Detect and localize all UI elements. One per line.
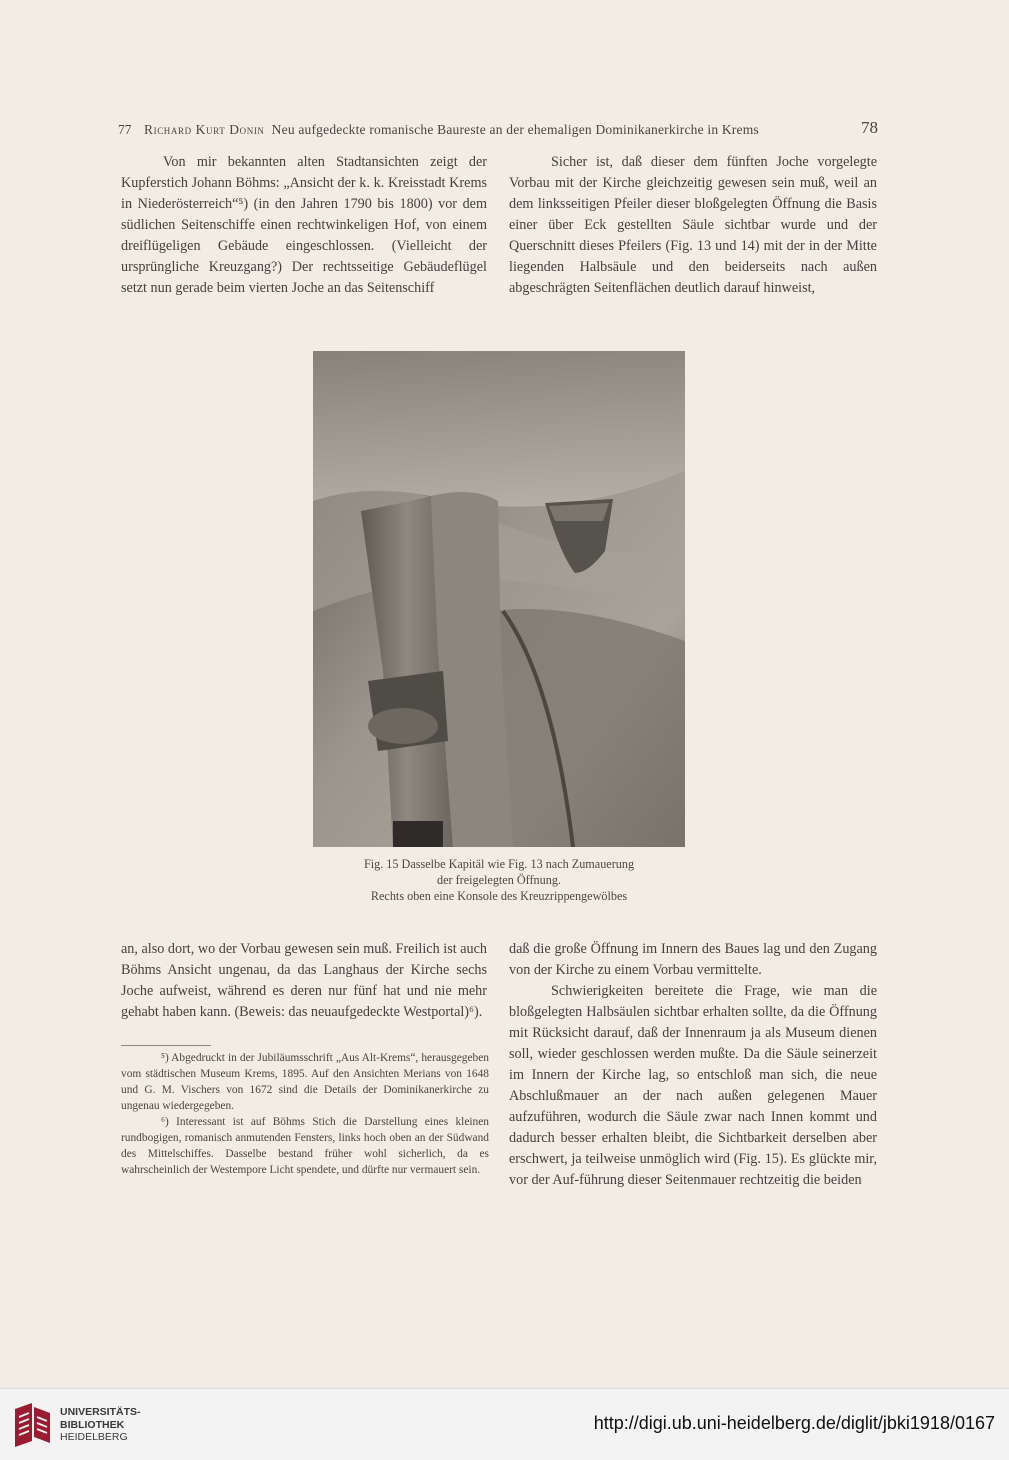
paragraph: an, also dort, wo der Vorbau gewesen sein muß. Freilich ist auch Böhms Ansicht ungenau, da das Langhaus der Kirche sechs Joche aufweist, während es deren nur fünf hat und nie mehr gehabt haben kann. (Beweis: das neuaufgedeckte Westportal)⁶).	[121, 941, 487, 1020]
footnote: ⁵) Abgedruckt in der Jubiläumsschrift „Aus Alt-Krems“, herausgegeben vom städtischen Museum Krems, 1895. Auf den Ansichten Merians von 1648 und G. M. Vischers von 1672 sind die Details der Dominikanerkirche zu ungenau wiedergegeben.	[121, 1052, 489, 1112]
caption-line: der freigelegten Öffnung.	[437, 873, 561, 887]
header-title-line	[144, 122, 759, 138]
caption-line: Fig. 15 Dasselbe Kapitäl wie Fig. 13 nach Zumauerung	[363, 857, 635, 871]
paragraph: Sicher ist, daß dieser dem fünften Joche vorgelegte Vorbau mit der Kirche gleichzeitig gewesen sein muß, weil an dem linksseitigen Pfeiler dieser bloßgelegten Öffnung die Basis einer über Eck gestellten Säule sichtbar wurde und der Querschnitt dieses Pfeilers (Fig. 13 und 14) mit der in der Mitte liegenden Halbsäule und den beiderseits nach außen abgeschrägten Seitenflächen deutlich darauf hinweist,	[509, 154, 877, 296]
permalink-url[interactable]: http://digi.ub.uni-heidelberg.de/diglit/jbki1918/0167	[593, 1413, 995, 1433]
figure-photograph	[313, 351, 685, 847]
paragraph: Von mir bekannten alten Stadtansichten zeigt der Kupferstich Johann Böhms: „Ansicht der k. k. Kreisstadt Krems in Niederösterreich“⁵) (in den Jahren 1790 bis 1800) vor dem südlichen Seitenschiffe einen rechtwinkeligen Hof, von einem dreiflügeligen Gebäude eingeschlossen. (Vielleicht der ursprüngliche Kreuzgang?) Der rechtsseitige Gebäudeflügel setzt nun gerade beim vierten Joche an das Seitenschiff	[121, 154, 487, 296]
running-header	[118, 118, 878, 142]
page-number-right: 78	[861, 118, 878, 137]
viewer-footer	[0, 1388, 1009, 1460]
university-library-logo-icon[interactable]	[12, 1403, 52, 1447]
paragraph: daß die große Öffnung im Innern des Baues lag und den Zugang von der Kirche zu einem Vorbau vermittelte.	[509, 941, 877, 978]
caption-line: Rechts oben eine Konsole des Kreuzrippengewölbes	[370, 889, 628, 903]
photo-capital-pillar	[313, 351, 685, 847]
footnote: ⁶) Interessant ist auf Böhms Stich die Darstellung eines kleinen rundbogigen, romanisch anmutenden Fensters, links hoch oben an der Südwand des Mittelschiffes. Dasselbe bestand früher wohl sicherlich, da es wahrscheinlich der Westempore Licht spendete, und dürfte nur vermauert sein.	[121, 1116, 489, 1176]
bottom-left-column	[121, 939, 487, 1023]
top-right-column	[509, 152, 877, 299]
top-left-column	[121, 152, 487, 299]
footnotes	[121, 1050, 489, 1178]
paragraph: Schwierigkeiten bereitete die Frage, wie man die bloßgelegten Halbsäulen sichtbar erhalten sollte, da die Öffnung mit Rücksicht darauf, daß der Innenraum ja als Museum dienen soll, wieder geschlossen werden mußte. Da die Säule seinerzeit im Innern der Kirche lag, so entschloß man sich, die neue Abschlußmauer an der nach außen gelegenen Mauer aufzuführen, wodurch die Säule zwar nach Innen kommt und dadurch besser erhalten bleibt, die Sichtbarkeit derselben aber erschwert, ja teilweise unmöglich wird (Fig. 15). Es glückte mir, vor der Auf-führung dieser Seitenmauer rechtzeitig die beiden	[509, 983, 877, 1188]
bottom-right-column	[509, 939, 877, 1191]
header-article-title: Neu aufgedeckte romanische Baureste an der ehemaligen Dominikanerkirche in Krems	[271, 122, 759, 137]
library-line: BIBLIOTHEK	[60, 1418, 125, 1431]
page-number-left: 77	[118, 122, 132, 137]
header-author: Richard Kurt Donin	[144, 122, 265, 137]
library-line: UNIVERSITÄTS-	[60, 1406, 141, 1418]
footnote-divider	[121, 1045, 211, 1046]
figure-caption	[300, 856, 698, 904]
library-line: HEIDELBERG	[60, 1431, 128, 1443]
library-name	[60, 1406, 141, 1444]
